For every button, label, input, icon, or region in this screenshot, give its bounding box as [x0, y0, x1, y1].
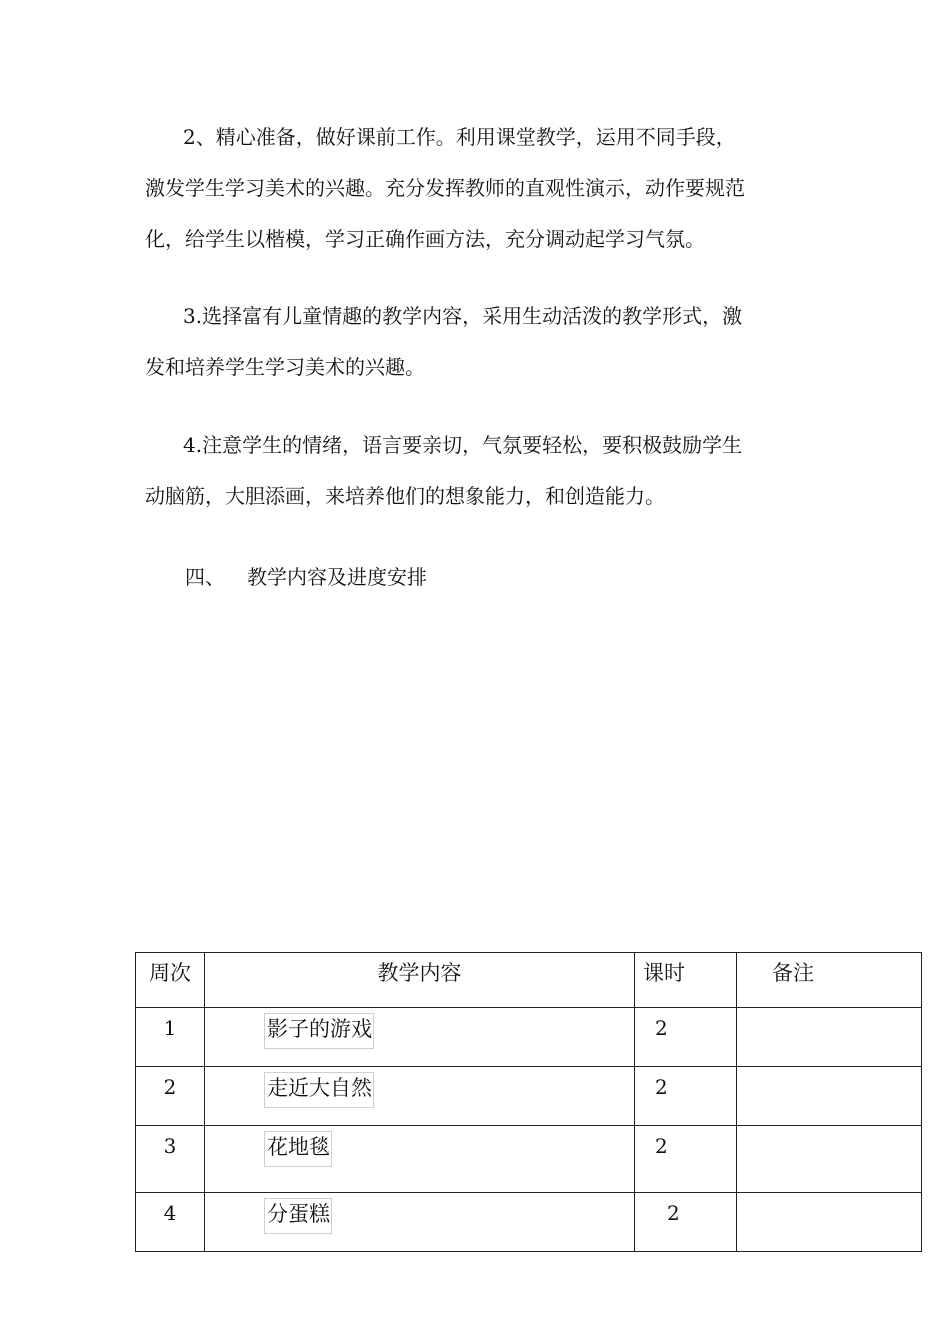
table-row: [136, 1008, 922, 1067]
paragraph-3: [145, 291, 810, 393]
paragraph-line: 发和培养学生学习美术的兴趣。: [145, 355, 425, 379]
header-hours: 课时: [635, 953, 737, 1008]
cell-note: [737, 1067, 922, 1126]
table-header-row: [136, 953, 922, 1008]
paragraph-line: 激发学生学习美术的兴趣。充分发挥教师的直观性演示，动作要规范: [145, 176, 745, 200]
cell-week: 4: [136, 1193, 205, 1252]
paragraph-line: 化，给学生以楷模，学习正确作画方法，充分调动起学习气氛。: [145, 227, 705, 251]
cell-week: 2: [136, 1067, 205, 1126]
section-heading: [185, 552, 427, 603]
table-row: [136, 1193, 922, 1252]
paragraph-line: 动脑筋，大胆添画，来培养他们的想象能力，和创造能力。: [145, 484, 665, 508]
cell-content: [205, 1008, 635, 1067]
table-row: [136, 1126, 922, 1193]
paragraph-line: 3.选择富有儿童情趣的教学内容，采用生动活泼的教学形式，激: [183, 304, 743, 328]
table-row: [136, 1067, 922, 1126]
cell-hours: 2: [635, 1008, 737, 1067]
content-text: 分蛋糕: [264, 1198, 332, 1234]
cell-note: [737, 1126, 922, 1193]
content-text: 影子的游戏: [264, 1013, 374, 1049]
cell-hours: 2: [635, 1193, 737, 1252]
header-content: 教学内容: [205, 953, 635, 1008]
paragraph-2: [145, 112, 810, 265]
cell-note: [737, 1193, 922, 1252]
cell-content: [205, 1193, 635, 1252]
cell-week: 1: [136, 1008, 205, 1067]
header-note: 备注: [737, 953, 922, 1008]
paragraph-line: 2、精心准备，做好课前工作。利用课堂教学，运用不同手段，: [183, 125, 736, 149]
cell-week: 3: [136, 1126, 205, 1193]
cell-hours: 2: [635, 1126, 737, 1193]
cell-note: [737, 1008, 922, 1067]
schedule-table: [135, 952, 922, 1252]
paragraph-4: [145, 420, 810, 522]
cell-hours: 2: [635, 1067, 737, 1126]
header-week: 周次: [136, 953, 205, 1008]
content-text: 花地毯: [264, 1131, 332, 1167]
cell-content: [205, 1067, 635, 1126]
cell-content: [205, 1126, 635, 1193]
content-text: 走近大自然: [264, 1072, 374, 1108]
paragraph-line: 4.注意学生的情绪，语言要亲切，气氛要轻松，要积极鼓励学生: [183, 433, 743, 457]
section-title: 教学内容及进度安排: [247, 565, 427, 589]
section-number: 四、: [185, 565, 225, 589]
